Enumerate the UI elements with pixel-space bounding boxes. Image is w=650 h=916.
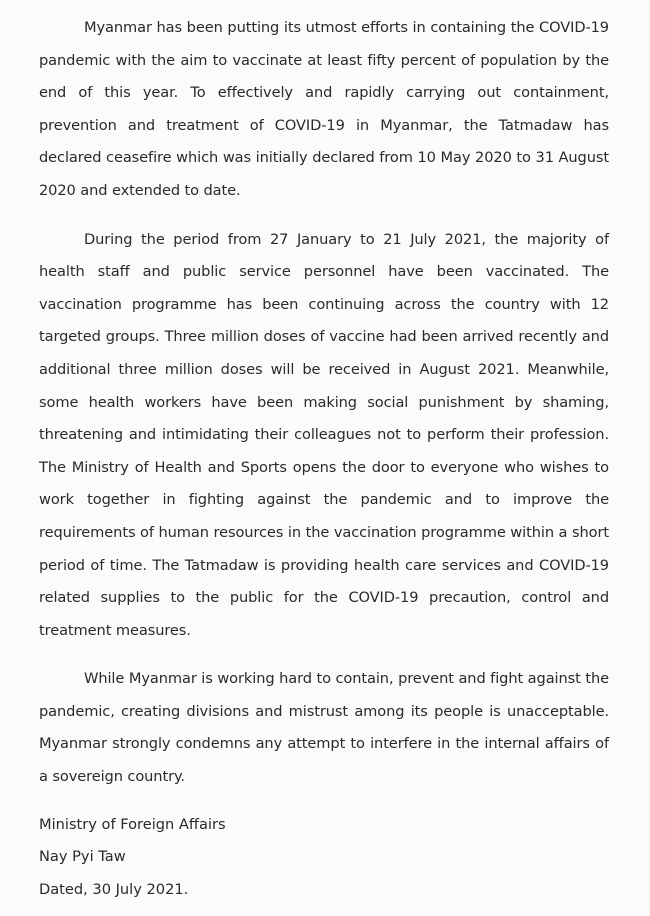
signature-block bbox=[39, 809, 609, 907]
paragraph-vaccination-goal: Myanmar has been putting its utmost efforts in containing the COVID-19 pandemic with the aim to vaccinate at least fifty percent of population by the end of this year. To effectively and rapidly carrying out containment, prevention and treatment of COVID-19 in Myanmar, the Tatmadaw has declared ceasefire which was initially declared from 10 May 2020 to 31 August 2020 and extended to date. bbox=[39, 19, 609, 199]
issuer-name: Ministry of Foreign Affairs bbox=[39, 815, 226, 833]
paragraph-condemnation: While Myanmar is working hard to contain, prevent and fight against the pandemic, creating divisions and mistrust among its people is unacceptable. Myanmar strongly condemns any attempt to interfere in the internal affairs of a sovereign country. bbox=[39, 670, 609, 786]
issuer-place: Nay Pyi Taw bbox=[39, 848, 126, 866]
document-page bbox=[39, 12, 609, 906]
paragraph-vaccination-progress: During the period from 27 January to 21 July 2021, the majority of health staff and public service personnel have been vaccinated. The vaccination programme has been continuing across the country with 12 targeted groups. Three million doses of vaccine had been arrived recently and additional three million doses will be received in August 2021. Meanwhile, some health workers have been making social punishment by shaming, threatening and intimidating their colleagues not to perform their profession. The Ministry of Health and Sports opens the door to everyone who wishes to work together in fighting against the pandemic and to improve the requirements of human resources in the vaccination programme within a short period of time. The Tatmadaw is providing health care services and COVID-19 related supplies to the public for the COVID-19 precaution, control and treatment measures. bbox=[39, 230, 609, 639]
issue-date: Dated, 30 July 2021. bbox=[39, 880, 189, 898]
